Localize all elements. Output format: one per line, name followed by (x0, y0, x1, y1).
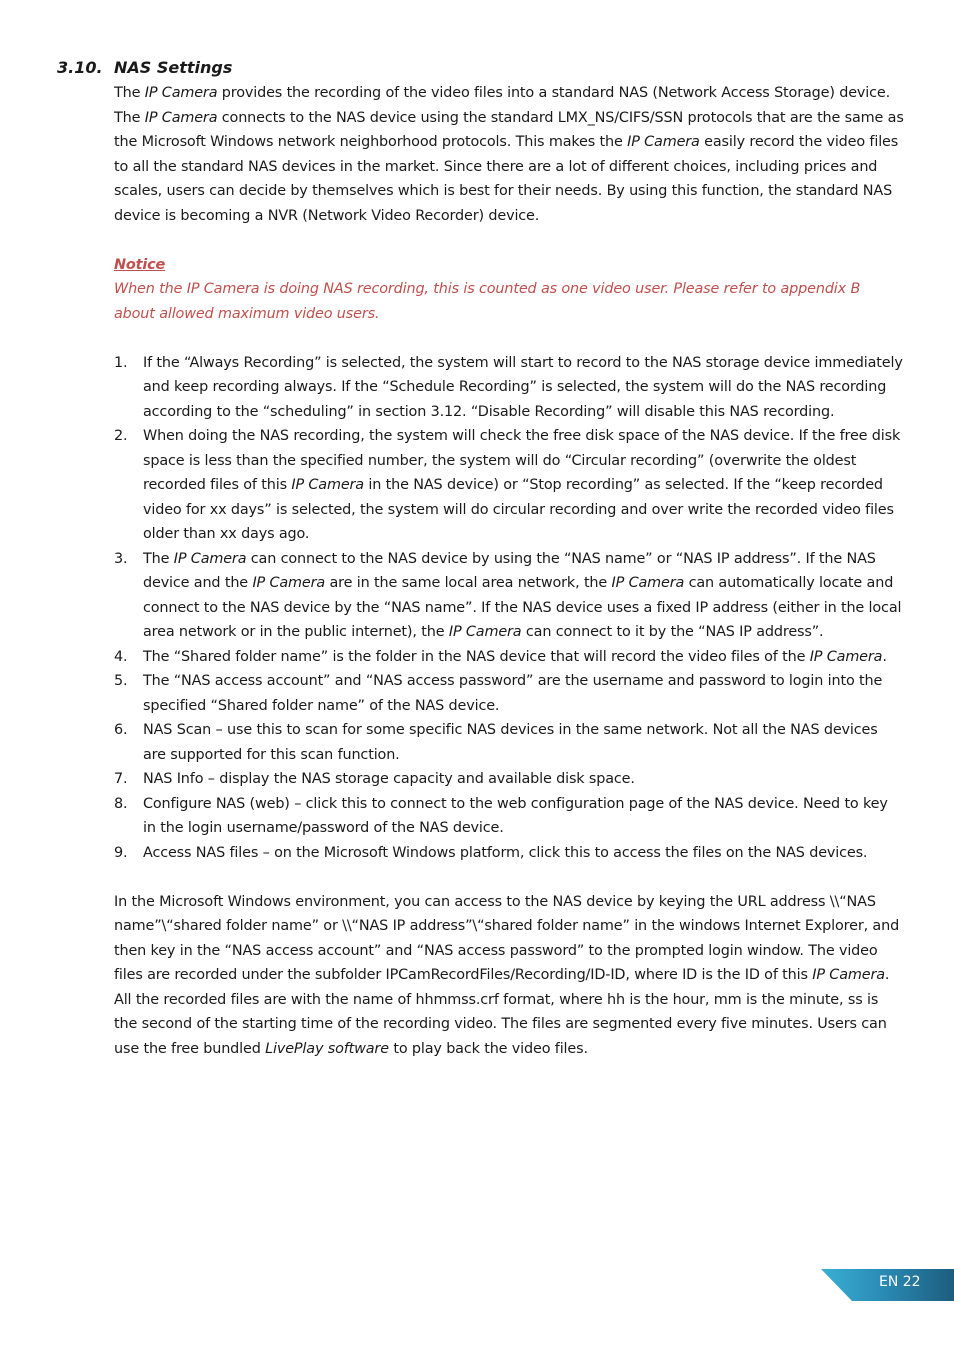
numbered-list (114, 351, 904, 866)
list-item-number: 2. (114, 428, 128, 444)
list-item (114, 841, 904, 866)
intro-text: The (114, 85, 145, 101)
section-title: NAS Settings (114, 58, 233, 77)
notice-block (114, 253, 904, 327)
list-item-text: The (143, 550, 174, 567)
intro-text: provides the recording of the video files into a standard NAS (Network Access Storage) device. The (114, 85, 891, 126)
closing-text: In the Microsoft Windows environment, you can access to the NAS device by keying the URL address \\“NAS name”\“shared folder name” or \\“NAS IP address”\“shared folder name” in the windows Internet Explorer, and then key in the “NAS access account” and “NAS access password” to the prompted login window. The video files are recorded under the subfolder IPCamRecordFiles/Recording/ID-ID, where ID is the ID of this (114, 893, 900, 983)
list-item-text: Configure NAS (web) – click this to connect to the web configuration page of the NAS device. Need to key in the login username/password of the NAS device. (143, 795, 888, 836)
list-item-product: IP Camera (291, 477, 364, 493)
list-item-text: can connect to the NAS device by using the “NAS name” or “NAS IP address”. If the NAS device and the (143, 550, 876, 591)
list-item (114, 645, 904, 670)
list-item-text: The “NAS access account” and “NAS access password” are the username and password to login into the specified “Shared folder name” of the NAS device. (143, 673, 883, 714)
list-item-text: NAS Scan – use this to scan for some specific NAS devices in the same network. Not all the NAS devices are supported for this scan function. (143, 722, 878, 763)
intro-product: IP Camera (627, 134, 700, 150)
intro-text: connects to the NAS device using the standard LMX_NS/CIFS/SSN protocols that are the same as the Microsoft Windows network neighborhood protocols. This makes the (114, 109, 904, 150)
list-item-number: 7. (114, 771, 128, 787)
list-item-product: IP Camera (252, 575, 326, 591)
page-number: EN 22 (879, 1274, 921, 1290)
list-item-product: IP Camera (611, 575, 685, 591)
list-item-text: . (882, 648, 887, 665)
list-item-text: If the “Always Recording” is selected, the system will start to record to the NAS storage device immediately and keep recording always. If the “Schedule Recording” is selected, the system will do the NAS recording according to the “scheduling” in section 3.12. “Disable Recording” will disable this NAS recording. (143, 354, 903, 420)
list-item-text: in the NAS device) or “Stop recording” as selected. If the “keep recorded video for xx days” is selected, the system will do circular recording and over write the recorded video files older than xx days ago. (143, 477, 894, 542)
closing-text: to play back the video files. (388, 1040, 588, 1057)
list-item-text: are in the same local area network, the (325, 575, 612, 591)
intro-product: IP Camera (144, 109, 218, 126)
section-heading (57, 57, 232, 79)
list-item-number: 6. (114, 722, 128, 738)
section-number: 3.10. (57, 58, 103, 77)
section-body (114, 81, 904, 1061)
notice-text: When the IP Camera is doing NAS recording, this is counted as one video user. Please refer to appendix B about allowed maximum video users. (114, 281, 861, 322)
list-item-number: 3. (114, 550, 128, 567)
list-item (114, 547, 904, 645)
list-item-number: 4. (114, 648, 128, 665)
list-item-text: When doing the NAS recording, the system will check the free disk space of the NAS device. If the free disk space is less than the specified number, the system will do “Circular recording” (overwrite the oldest recorded files of this (143, 428, 901, 493)
list-item-number: 1. (114, 354, 128, 371)
list-item-text: can automatically locate and connect to the NAS device by the “NAS name”. If the NAS device uses a fixed IP address (either in the local area network or in the public internet), the (143, 575, 902, 640)
list-item-number: 9. (114, 844, 128, 861)
list-item-text: can connect to it by the “NAS IP address”. (521, 624, 824, 640)
intro-product: IP Camera (144, 85, 218, 101)
list-item-product: IP Camera (809, 648, 883, 665)
intro-paragraph (114, 81, 904, 228)
list-item-number: 5. (114, 673, 128, 689)
closing-product: IP Camera (812, 967, 885, 983)
list-item (114, 669, 904, 718)
list-item (114, 767, 904, 792)
list-item (114, 792, 904, 841)
list-item (114, 351, 904, 425)
list-item-text: Access NAS files – on the Microsoft Windows platform, click this to access the files on the NAS devices. (143, 844, 868, 861)
list-item (114, 718, 904, 767)
closing-text: . All the recorded files are with the name of hhmmss.crf format, where hh is the hour, mm is the minute, ss is the second of the starting time of the recording video. The files are segmented every five minutes. Users can use the free bundled (114, 967, 890, 1057)
closing-paragraph (114, 890, 904, 1062)
list-item (114, 424, 904, 547)
intro-text: easily record the video files to all the standard NAS devices in the market. Since there are a lot of different choices, including prices and scales, users can decide by themselves which is best for their needs. By using this function, the standard NAS device is becoming a NVR (Network Video Recorder) device. (114, 134, 899, 224)
list-item-number: 8. (114, 795, 128, 812)
closing-software: LivePlay software (265, 1040, 389, 1057)
list-item-text: The “Shared folder name” is the folder in the NAS device that will record the video files of the (143, 648, 810, 665)
list-item-product: IP Camera (448, 624, 522, 640)
list-item-product: IP Camera (173, 550, 247, 567)
list-item-text: NAS Info – display the NAS storage capacity and available disk space. (143, 771, 635, 787)
notice-title: Notice (114, 256, 166, 273)
